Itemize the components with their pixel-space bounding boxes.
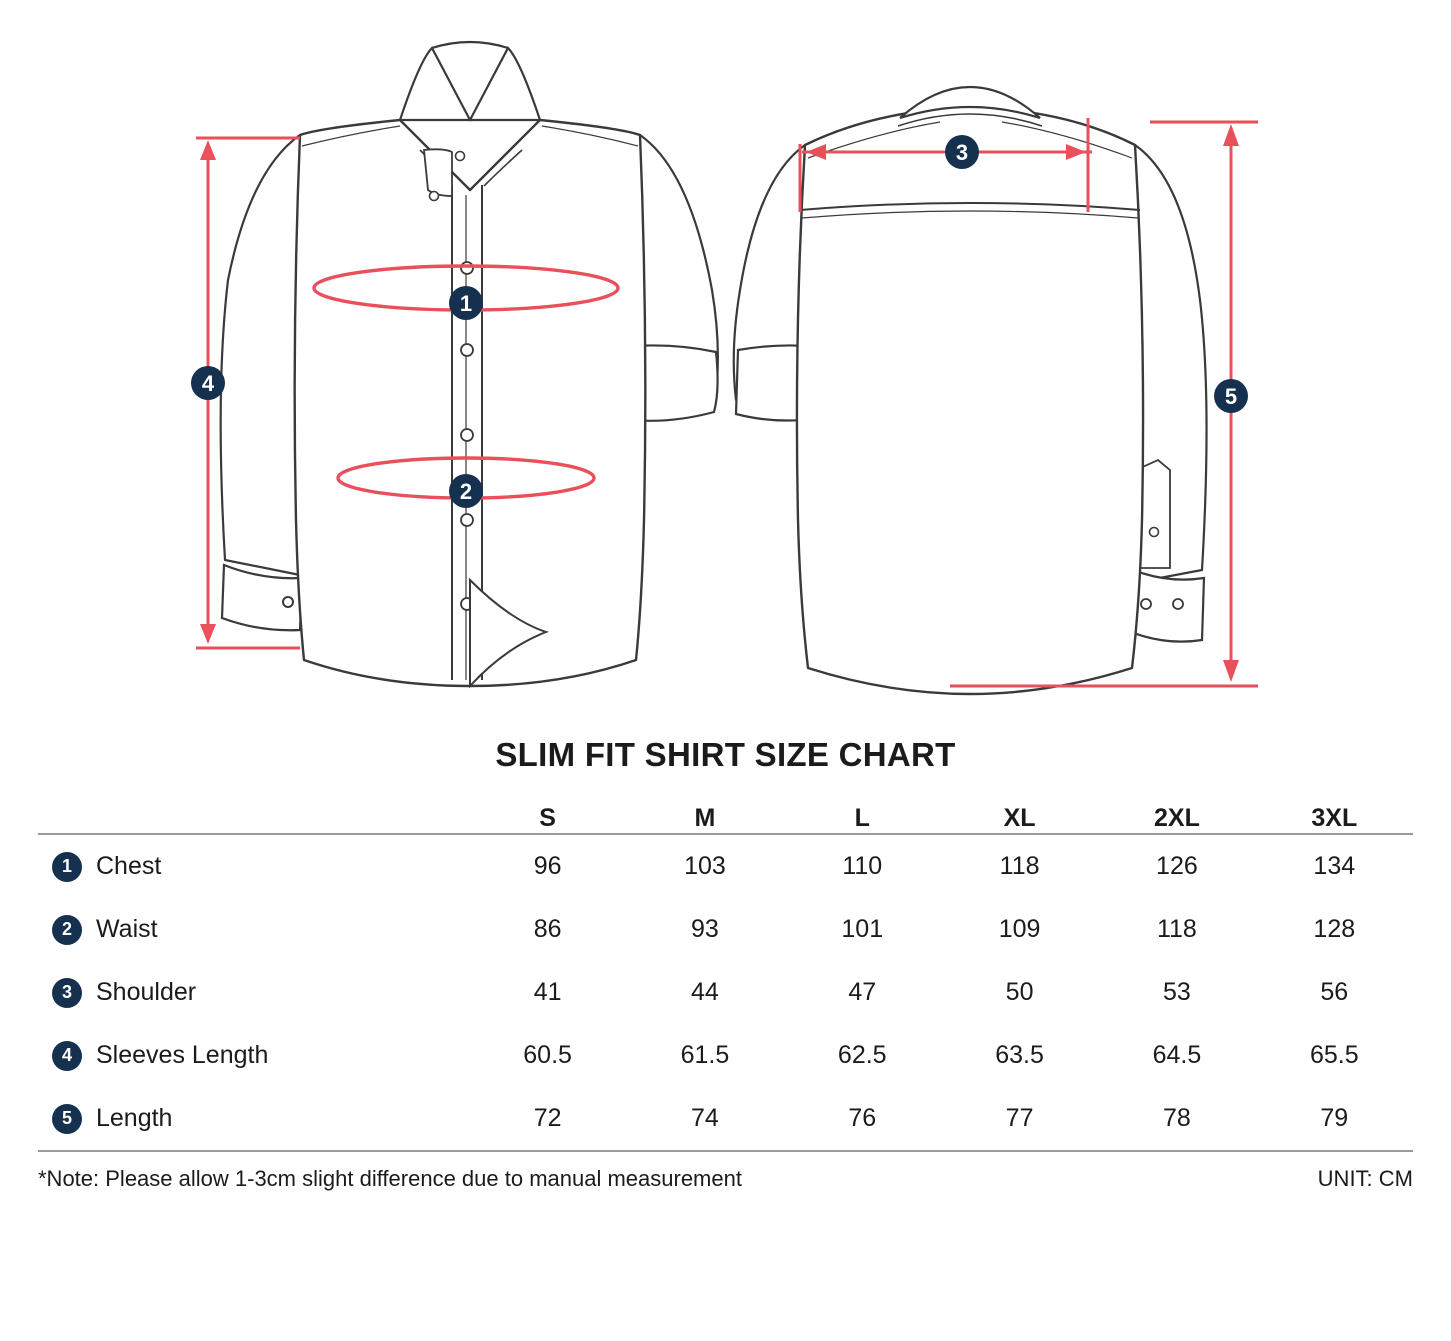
marker-4 [191, 366, 225, 400]
cell-sleeves-l: 62.5 [837, 1041, 887, 1069]
cell-waist-xl: 109 [998, 915, 1041, 943]
row-label-shoulder [38, 961, 469, 1024]
table-row [38, 834, 1413, 898]
cell-length-2xl: 78 [1163, 1104, 1191, 1132]
cell-waist-3xl: 128 [1313, 915, 1356, 943]
measurement-name: Shoulder [96, 978, 197, 1006]
page-title: SLIM FIT SHIRT SIZE CHART [495, 736, 956, 773]
marker-badge-4: 4 [52, 1041, 82, 1071]
marker-5 [1214, 379, 1248, 413]
header-size-3xl: 3XL [1256, 804, 1413, 834]
cell-waist-s: 86 [533, 915, 562, 943]
cell-sleeves-3xl: 65.5 [1309, 1041, 1359, 1069]
svg-text:4: 4 [201, 371, 215, 396]
cell-sleeves-m: 61.5 [680, 1041, 730, 1069]
marker-badge-1: 1 [52, 852, 82, 882]
row-label-length [38, 1087, 469, 1150]
table-row [38, 1087, 1413, 1150]
cell-chest-s: 96 [533, 852, 562, 880]
back-shirt-drawing [734, 87, 1258, 694]
header-size-2xl: 2XL [1098, 804, 1255, 834]
measurement-name: Chest [96, 852, 162, 880]
cell-length-m: 74 [691, 1104, 719, 1132]
cell-chest-2xl: 126 [1156, 852, 1198, 880]
cell-waist-m: 93 [691, 915, 719, 943]
marker-badge-2: 2 [52, 915, 82, 945]
table-footer [38, 1150, 1413, 1192]
marker-2 [449, 474, 483, 508]
svg-text:1: 1 [459, 291, 473, 316]
front-shirt-drawing [191, 42, 718, 686]
cell-chest-3xl: 134 [1313, 852, 1356, 880]
cell-shoulder-2xl: 53 [1163, 978, 1191, 1006]
svg-text:2: 2 [459, 479, 473, 504]
table-row [38, 898, 1413, 961]
cell-shoulder-m: 44 [691, 978, 719, 1006]
measurement-name: Length [96, 1104, 173, 1132]
header-measurement [38, 804, 469, 834]
svg-text:5: 5 [1224, 384, 1238, 409]
cell-length-s: 72 [533, 1104, 562, 1132]
measurement-note: *Note: Please allow 1-3cm slight difference due to manual measurement [38, 1166, 742, 1191]
marker-badge-3: 3 [52, 978, 82, 1008]
header-size-l: L [784, 804, 941, 834]
unit-label: UNIT: CM [1317, 1166, 1413, 1191]
table-header-row [38, 804, 1413, 834]
cell-chest-l: 110 [842, 852, 883, 880]
cell-sleeves-s: 60.5 [523, 1041, 572, 1069]
cell-sleeves-2xl: 64.5 [1152, 1041, 1202, 1069]
row-label-sleeves-length [38, 1024, 469, 1087]
row-label-chest [38, 834, 469, 898]
marker-badge-5: 5 [52, 1104, 82, 1134]
cell-waist-l: 101 [841, 915, 884, 943]
table-row [38, 1024, 1413, 1087]
measurement-name: Waist [96, 915, 158, 943]
measurement-name: Sleeves Length [96, 1041, 269, 1069]
cell-shoulder-3xl: 56 [1320, 978, 1349, 1006]
header-size-xl: XL [941, 804, 1098, 834]
cell-shoulder-l: 47 [848, 978, 877, 1006]
cell-length-l: 76 [848, 1104, 877, 1132]
cell-length-3xl: 79 [1320, 1104, 1349, 1132]
svg-text:3: 3 [955, 140, 969, 165]
header-size-m: M [626, 804, 783, 834]
cell-chest-xl: 118 [999, 852, 1040, 880]
size-chart-table [38, 804, 1413, 1150]
cell-shoulder-xl: 50 [1005, 978, 1034, 1006]
row-label-waist [38, 898, 469, 961]
cell-length-xl: 77 [1005, 1104, 1034, 1132]
cell-shoulder-s: 41 [533, 978, 562, 1006]
header-size-s: S [469, 804, 626, 834]
cell-chest-m: 103 [684, 852, 726, 880]
cell-waist-2xl: 118 [1156, 915, 1197, 943]
cell-sleeves-xl: 63.5 [995, 1041, 1044, 1069]
marker-3 [945, 135, 979, 169]
table-row [38, 961, 1413, 1024]
marker-1 [449, 286, 483, 320]
